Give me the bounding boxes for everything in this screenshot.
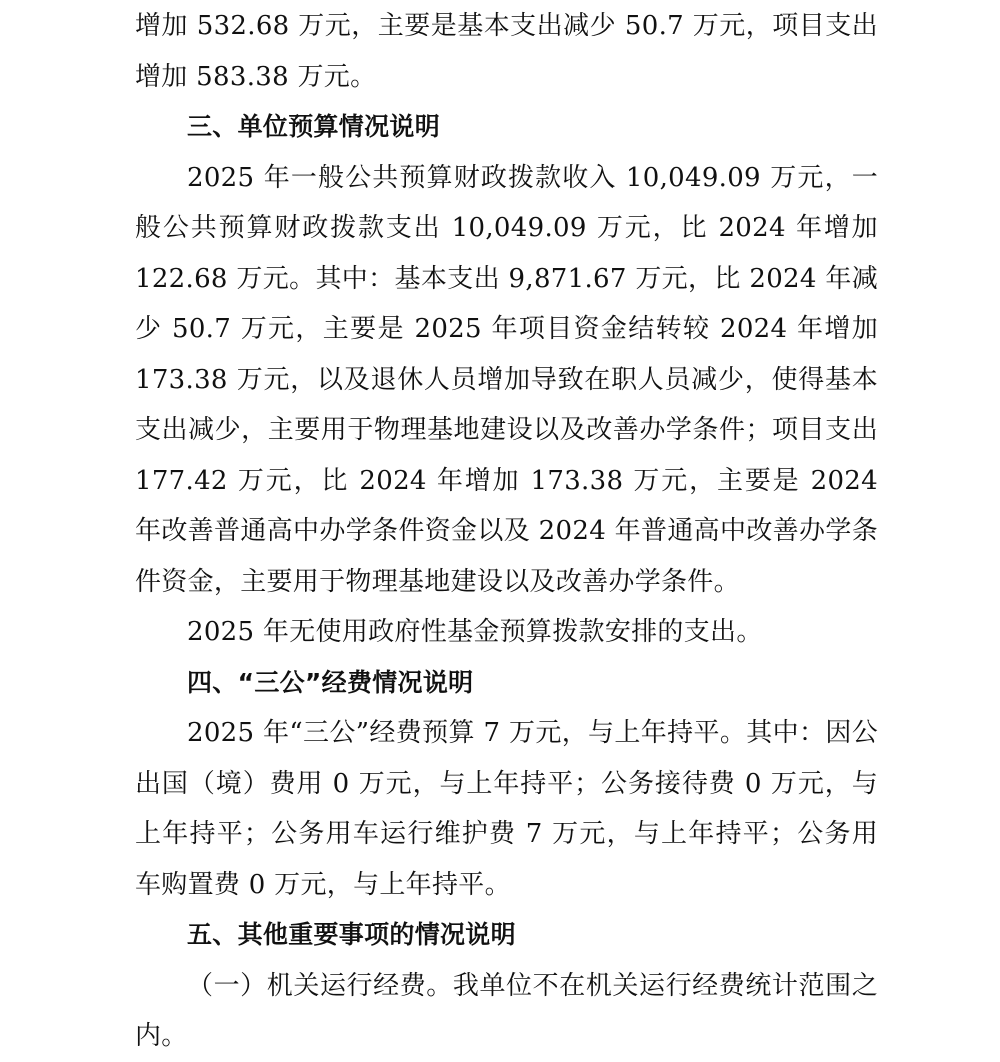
section-heading-3: 三、单位预算情况说明 bbox=[187, 112, 441, 141]
paragraph-continuation: 增加 532.68 万元，主要是基本支出减少 50.7 万元，项目支出增加 583.38 万元。 bbox=[135, 11, 878, 92]
document-page bbox=[135, 0, 878, 1057]
paragraph-government-fund: 2025 年无使用政府性基金预算拨款安排的支出。 bbox=[187, 617, 763, 647]
paragraph-three-public: 2025 年“三公”经费预算 7 万元，与上年持平。其中：因公出国（境）费用 0 万元，与上年持平；公务接待费 0 万元，与上年持平；公务用车运行维护费 7 万元，与上年持平；公务用车购置费 0 万元，与上年持平。 bbox=[135, 718, 878, 900]
section-heading-5: 五、其他重要事项的情况说明 bbox=[187, 920, 516, 949]
paragraph-other-matters: （一）机关运行经费。我单位不在机关运行经费统计范围之内。 bbox=[135, 970, 878, 1051]
paragraph-unit-budget: 2025 年一般公共预算财政拨款收入 10,049.09 万元，一般公共预算财政拨款支出 10,049.09 万元，比 2024 年增加 122.68 万元。其中：基本支出 9,871.67 万元，比 2024 年减少 50.7 万元，主要是 2025 年项目资金结转较 2024 年增加 173.38 万元，以及退休人员增加导致在职人员减少，使得基本支出减少，主要用于物理基地建设以及改善办学条件；项目支出 177.42 万元，比 2024 年增加 173.38 万元，主要是 2024 年改善普通高中办学条件资金以及 2024 年普通高中改善办学条件资金，主要用于物理基地建设以及改善办学条件。 bbox=[135, 162, 878, 597]
section-heading-4: 四、“三公”经费情况说明 bbox=[187, 667, 474, 697]
